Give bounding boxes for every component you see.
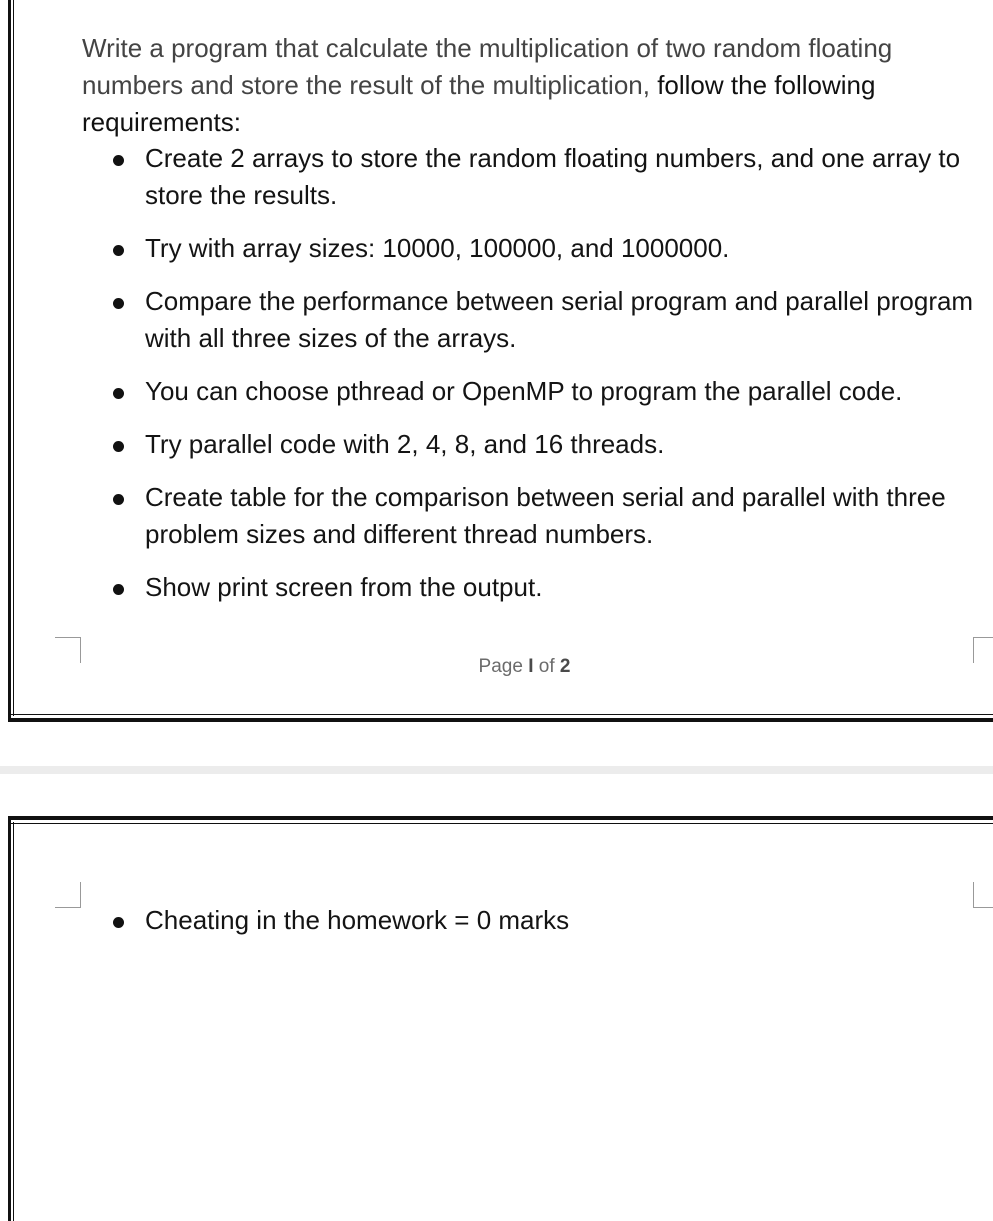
list-item bbox=[82, 569, 982, 606]
current-page-number: I bbox=[528, 656, 534, 677]
bullet-icon bbox=[113, 298, 124, 309]
list-item-text: Try parallel code with 2, 4, 8, and 16 threads. bbox=[145, 429, 665, 459]
crop-mark-icon bbox=[55, 882, 81, 908]
bullet-icon bbox=[113, 584, 124, 595]
list-item bbox=[82, 140, 982, 214]
bullet-icon bbox=[113, 441, 124, 452]
page-2 bbox=[8, 816, 993, 1221]
list-item-text: Create table for the comparison between serial and parallel with three problem sizes and different thread numbers. bbox=[145, 482, 946, 549]
notes-list bbox=[82, 902, 982, 955]
total-page-number: 2 bbox=[559, 656, 571, 677]
intro-text-dark: follow the following requirements: bbox=[82, 70, 876, 137]
list-item-text: Show print screen from the output. bbox=[145, 572, 543, 602]
list-item bbox=[82, 230, 982, 267]
list-item-text: Compare the performance between serial program and parallel program with all three sizes of the arrays. bbox=[145, 286, 974, 353]
intro-text-gray: Write a program that calculate the multiplication of two random floating numbers and store the result of the multiplication, bbox=[82, 33, 893, 100]
bullet-icon bbox=[113, 494, 124, 505]
page-indicator-prefix: Page bbox=[478, 656, 529, 677]
bullet-icon bbox=[113, 155, 124, 166]
list-item bbox=[82, 373, 982, 410]
page-indicator-middle: of bbox=[533, 656, 560, 677]
bullet-icon bbox=[113, 388, 124, 399]
list-item-text: Cheating in the homework = 0 marks bbox=[145, 905, 570, 935]
list-item-text: Try with array sizes: 10000, 100000, and 1000000. bbox=[145, 233, 730, 263]
requirements-list bbox=[82, 140, 982, 622]
bullet-icon bbox=[113, 917, 124, 928]
list-item-text: You can choose pthread or OpenMP to program the parallel code. bbox=[145, 376, 903, 406]
page-indicator bbox=[56, 656, 993, 678]
page-separator bbox=[0, 766, 993, 774]
bullet-icon bbox=[113, 245, 124, 256]
list-item bbox=[82, 283, 982, 357]
list-item bbox=[82, 902, 982, 939]
intro-paragraph bbox=[82, 30, 962, 141]
list-item-text: Create 2 arrays to store the random floating numbers, and one array to store the results. bbox=[145, 143, 961, 210]
list-item bbox=[82, 479, 982, 553]
page-1 bbox=[8, 0, 993, 722]
list-item bbox=[82, 426, 982, 463]
